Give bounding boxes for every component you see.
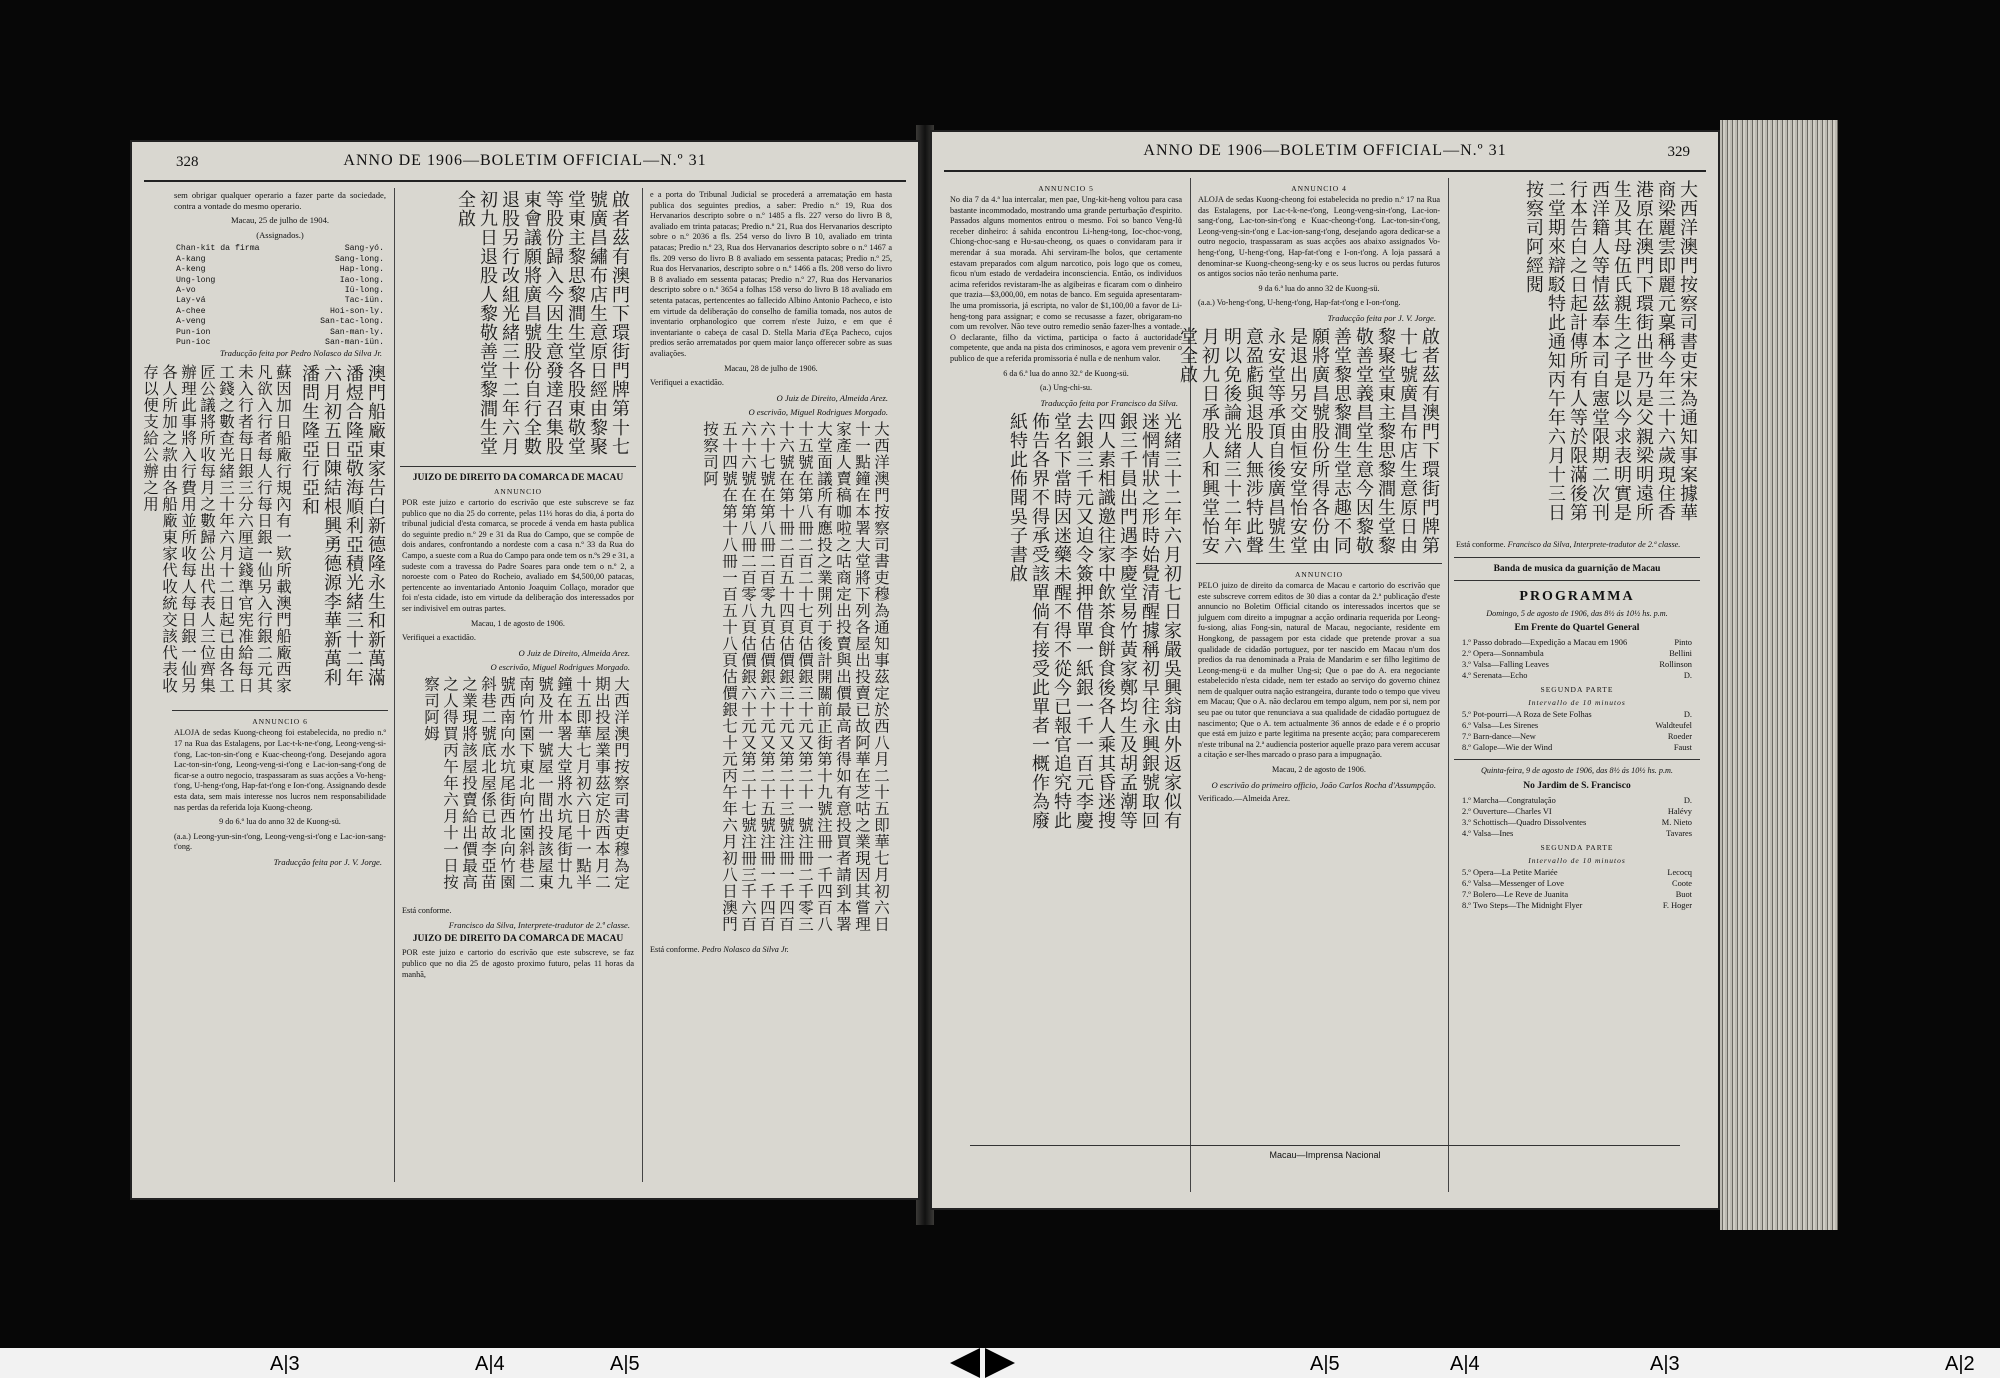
- film-marker: A|3: [270, 1353, 300, 1375]
- left-page: [130, 140, 920, 1200]
- piece-title: 5.º Pot-pourri—A Roza de Sete Folhas: [1462, 710, 1592, 720]
- court-title: JUIZO DE DIREITO DA COMARCA DE MACAU: [412, 473, 624, 483]
- piece-title: 7.º Bolero—Le Reve de Juanita: [1462, 889, 1569, 899]
- conforme: Está conforme.: [402, 905, 452, 915]
- column-1: [141, 190, 390, 1182]
- divider: [1196, 563, 1442, 564]
- cjk-auction-notice: 大西洋澳門按察司書吏穆為定期出投屋業事茲定於西本月二十五即華七月初六日十一點半鐘在本署大堂將水坑尾街廿九號及卅一號屋一間出投該屋東南向竹園下東北向竹園斜巷二號西南向水坑尾街西北向竹園斜巷二號底北屋係已故李亞苗之業現將該屋投賣給出價最高之人得買丙午年六月十一日按察司阿姆: [422, 675, 630, 891]
- firm-header: [176, 244, 384, 254]
- composer: D.: [1683, 795, 1692, 805]
- place-1: Em Frente do Quartel General: [1514, 623, 1640, 634]
- header-rule: [944, 170, 1706, 172]
- shop-text: ALOJA de sedas Kuong-cheong foi estabelecida no predio n.º 17 na Rua das Estalagens, por Lac-t-k-ne-t'ong, Leong-veng-sin-t'ong, Lac-ion-sang-t'ong, Lac-ton-sin-t'ong e Kuac-cheong-t'ong. Lac-ton-sin-t'ong, Leong-veng-sin-t'ong e Lac-ion-sang-t'ong, desejando agora dedicar-se a outro negocio, traspassaram as suas acções aos abaixo assignados Vo-heng-t'ong, U-heng-t'ong, Hap-fat-t'ong e I-on-t'ong. A loja passará a denominar-se Kuong-cheong-seng-ky e os seus lucros ou perdas futuros os antigos socios não terão nenhuma parte.: [1198, 195, 1440, 279]
- shop-translation: Traducção feita por J. V. Jorge.: [1327, 312, 1436, 323]
- page-title: ANNO DE 1906—BOLETIM OFFICIAL—N.º 31: [1143, 142, 1507, 159]
- court-annuncio: ANNUNCIO: [494, 487, 542, 496]
- programme-item: [1462, 670, 1692, 681]
- page-title: ANNO DE 1906—BOLETIM OFFICIAL—N.º 31: [343, 152, 707, 169]
- cjk-auction-list: 大西洋澳門按察司書吏穆為通知事茲定於西八月二十五即華七月初六日十一點鐘在本署大堂將下列各屋出投賣已故阿華在芝咕之業現因其嘗理家產人賣稿咖啦之咕商定出投賣與出價最高者得如有意投買者請到本署大堂面議所有應投之業開列于後計開關前正街第十九號注冊一千四百八十五號在第八冊二百二十七頁估價銀三十元又第二十一號注冊二千零三十六號在第十冊二百五十四頁估價銀三十元又第二十三號注冊一千四百六十七號在第八冊二百零九頁估價銀六十元又第二十五號注冊一千四百六十六號在第八冊二百零八頁估價銀六十元又第二十七號注冊三千六百五十四號在第十八冊一百五十八頁估價銀七十元丙午年六月初八日澳門按察司阿: [701, 420, 890, 933]
- piece-title: 5.º Opera—La Petite Mariée: [1462, 867, 1558, 877]
- divider: [1454, 580, 1700, 581]
- programme-item: [1462, 648, 1692, 659]
- right-page: [930, 130, 1720, 1210]
- piece-title: 7.º Barn-dance—New: [1462, 732, 1536, 742]
- firm-header-firm: Sang-yó.: [344, 244, 384, 254]
- column-3: [1452, 180, 1702, 1192]
- programme-title: PROGRAMMA: [1519, 588, 1635, 604]
- composer: Coote: [1671, 878, 1692, 888]
- firm-name: Sang-long.: [334, 254, 384, 264]
- citation-verified: Verificado.—Almeida Arez.: [1198, 793, 1291, 803]
- firm-row: [176, 265, 384, 275]
- programme-item: [1462, 828, 1692, 839]
- programme-item: [1462, 900, 1692, 911]
- composer: F. Hoger: [1662, 900, 1692, 910]
- composer: Faust: [1673, 743, 1692, 753]
- film-marker: A|3: [1650, 1353, 1680, 1375]
- piece-title: 3.º Valsa—Falling Leaves: [1462, 660, 1549, 670]
- column-separator: [1448, 178, 1449, 1192]
- auction-verified: Verifiquei a exactidão.: [650, 378, 724, 388]
- composer: Roeder: [1667, 732, 1692, 742]
- film-marker-strip: [0, 1348, 2000, 1378]
- shop-date: 9 da 6.ª lua do anno 32 de Kuong-sü.: [1258, 283, 1380, 293]
- composer: D.: [1683, 710, 1692, 720]
- film-marker: A|5: [610, 1353, 640, 1375]
- court-verified: Verifiquei a exactidão.: [402, 633, 476, 643]
- nationality-conforme: Está conforme. Francisco da Silva, Interprete-tradutor de 2.ª classe.: [1456, 540, 1681, 549]
- firm-person: Pun-ion: [176, 327, 211, 337]
- citation-text: PELO juizo de direito da comarca de Macau e cartorio do escrivão que este subscreve correm editos de 30 dias a contar da 2.ª publicação d'este annuncio no Boletim Official citando os interessados incertos que se julguem com direito a impugnar a acção ordinaria requerida por Leong-fu-siong, alias Fong-sin, natural de Macau, negociante, residente em Hongkong, de passagem por esta cidade que pretende provar a sua qualidade de cidadão portuguez, por ter nascido em Macau n'um dos predios da rua denominada a Praia de Mandarim e ser filho legitimo de Leong-meng-ü e da mulher Ung-si; Que o pae do A. era negociante estabelecido n'esta cidade, nem ter estado ao serviço do governo chinez nem de qualquer outra nação estrangeira, durante todo o tempo que viveu em Macau; Que o A. não declarou em tempo algum, nem por si, nem por seu pae ou tutor que renunciava a sua qualidade de cidadão portuguez de nascimento; Que o A. tem actualmente 36 annos de edade e é o proprio que está em juizo e parte legitima na presente acção; para comparecerem n'este tribunal na 2.ª audiencia posterior aquelle prazo para verem accusar a citação e ser-lhes marcado o praso para a impugnação.: [1198, 580, 1440, 760]
- piece-title: 6.º Valsa—Les Sirenes: [1462, 721, 1539, 731]
- firm-row: [176, 296, 384, 306]
- band-title: Banda de musica da guarnição de Macau: [1493, 563, 1661, 574]
- firm-row: [176, 276, 384, 286]
- firm-person: A-chee: [176, 306, 206, 316]
- page-number: 328: [176, 154, 199, 170]
- piece-title: 4.º Serenata—Echo: [1462, 671, 1528, 681]
- signed-line: (Assignados.): [256, 229, 304, 240]
- firm-person: A-vo: [176, 286, 196, 295]
- court-clerk: O escrivão, Miguel Rodrigues Morgado.: [490, 661, 630, 672]
- auction-clerk: O escrivão, Miguel Rodrigues Morgado.: [748, 406, 888, 417]
- programme-item: [1462, 806, 1692, 817]
- programme-item: [1462, 742, 1692, 753]
- nationality-signature: Francisco da Silva, Interprete-tradutor de 2.ª classe.: [1507, 540, 1681, 549]
- programme-item: [1462, 637, 1692, 648]
- composer: Pinto: [1674, 638, 1692, 648]
- date-line: Macau, 25 de julho de 1904.: [230, 215, 330, 226]
- cjk-notice: 澳門船廠東家告白新德隆永生和新萬滿潘煜合隆亞敬海順利亞積光緒三十二年六月初五日陳結根興勇德源李華新萬利潘問生隆亞行亞和: [299, 364, 386, 688]
- conforme-signature: Francisco da Silva, Interprete-tradutor de 2.ª classe.: [448, 920, 630, 931]
- programme-item: [1462, 709, 1692, 720]
- ad-signed: (a.a.) Leong-yun-sin-t'ong, Leong-veng-si-t'ong e Lac-ion-sang-t'ong.: [174, 831, 386, 852]
- header-rule: [144, 180, 906, 182]
- firm-name: Tac-iün.: [344, 296, 384, 306]
- composer: Halévy: [1667, 806, 1692, 816]
- firm-table: [176, 244, 384, 348]
- firm-row: [176, 328, 384, 338]
- firm-row: [176, 286, 384, 296]
- court2-title: JUIZO DE DIREITO DA COMARCA DE MACAU: [412, 934, 624, 945]
- second-part-1: SEGUNDA PARTE: [1540, 685, 1614, 695]
- annuncio-heading: ANNUNCIO 6: [252, 717, 308, 727]
- promissory-translation: Traducção feita por Francisco da Silva.: [1040, 397, 1178, 408]
- firm-person: Ung-long: [176, 275, 216, 285]
- intro-text: sem obrigar qualquer operario a fazer parte da sociedade, contra a vontade do mesmo operario.: [174, 190, 386, 211]
- firm-row: [176, 255, 384, 265]
- programme-item: [1462, 817, 1692, 828]
- piece-title: 4.º Valsa—Ines: [1462, 828, 1514, 838]
- promissory-text: No dia 7 da 4.ª lua intercalar, men pae, Ung-kit-heng voltou para casa bastante incommodado, mostrando uma grande perturbação d'espirito. Passados alguns momentos entrou o mesmo. Foi so banco Veng-Iü receber dinheiro: á sahida encontrou Li-heng-tong, Ioc-choc-vong, Chiong-choc-sang e Hu-sau-cheong, os quaes o convidaram para ir merendar á sua morada. Ahi serviram-lhe bolos, que certamente estavam preparados com algum narcotico, pois logo que os comeu, ficou n'um estado de verdadeira inconsciencia. Então, os individuos acima referidos revistaram-lhe as algibeiras e ficaram com o dinheiro que trazia—$3,000,00, em notas de banco. Em seguida apresentaram-lhe uma promissoria, já escripta, no valor de $1,100,00 a favor de Li-heng-tong para assignar; e como se recusasse a fazer, obrigaram-no com um revolver. Não teve outro remedio senão fazer-lhes a vontade. O declarante, filho da victima, participa o facto á auctoridade competente, que anda na pista dos criminosos, e agora vem prevenir o publico de que a referida promissoria é nulla e de nenhum valor.: [950, 195, 1182, 363]
- arrow-right-icon: [985, 1348, 1015, 1378]
- programme-part-3: [1452, 795, 1702, 839]
- imprint-rule: [970, 1145, 1680, 1146]
- column-3: [646, 190, 896, 1182]
- page-number: 329: [1667, 144, 1690, 160]
- annuncio-heading: ANNUNCIO 5: [1038, 184, 1094, 193]
- piece-title: 2.º Ouverture—Charles VI: [1462, 806, 1552, 816]
- promissory-date: 6 da 6.ª lua do anno 32.º de Kuong-sü.: [1003, 368, 1129, 378]
- composer: M. Nieto: [1661, 817, 1692, 827]
- programme-item: [1462, 720, 1692, 731]
- programme-part-1: [1452, 637, 1702, 681]
- firm-name: San-tac-long.: [320, 317, 384, 327]
- sunday-line: Domingo, 5 de agosto de 1906, das 8½ ás 10½ hs. p.m.: [1486, 608, 1668, 618]
- auction-judge: O Juiz de Direito, Almeida Arez.: [776, 392, 888, 403]
- shop-signed: (a.a.) Vo-heng-t'ong, U-heng-t'ong, Hap-fat-t'ong e I-on-t'ong.: [1198, 298, 1401, 308]
- promissory-signed: (a.) Ung-chi-su.: [1039, 383, 1093, 393]
- film-marker: A|5: [1310, 1353, 1340, 1375]
- cjk-nationality-notice: 大西洋澳門按察司書吏宋為通知事案據華商梁麗雲即麗元稟稱今年三十六歲現住香港原在澳門下環街出世乃是父親梁明遠所生及其母伍氏親生之子是以今求表明實是西洋籍人等情茲奉本司自憲堂限期二次刊行本告白之日起計傳所有人等於限滿後第二堂期來辯駁特此通知丙午年六月十三日按察司阿經閱: [1523, 180, 1698, 522]
- second-part-2: SEGUNDA PARTE: [1540, 842, 1614, 852]
- firm-header-name: Chan-kit da firma: [176, 244, 260, 254]
- firm-name: Iü-long.: [344, 286, 384, 295]
- page-header: [930, 138, 1720, 168]
- firm-name: San-man-iün.: [325, 338, 384, 348]
- firm-name: Hap-long.: [339, 265, 384, 275]
- court-judge: O Juiz de Direito, Almeida Arez.: [518, 647, 630, 658]
- divider: [400, 466, 636, 467]
- firm-row: [176, 338, 384, 348]
- cjk-body: 蘇因加日船廠行規內有一欵所載澳門船廠西家凡欲入行者每人行每日銀一仙另入行銀二元其未入行者每日銀三分六厘這錢準官宪准給每日工錢之數查光緒三十年六月十二日起已由各工匠公議將所收每月之數歸公出代表人三位齊集辦理此事將入行費用並所收每人每日銀一仙另各人所加之款由各船廠東家代收統交該代表收存以便支給公辦之用: [141, 364, 292, 695]
- annuncio-number: 6: [303, 717, 308, 727]
- court-text: POR este juizo e cartorio do escrivão que este subscreve se faz publico que no dia 25 do corrente, pelas 11½ horas do dia, á porta do tribunal judicial d'esta comarca, se procede á venda em hasta publica do seguinte predio n.º 29 e 31 da Rua do Campo, que se compõe de dois andares, confrontando a nordeste com a casa n.º 33 da Rua do Campo, a sueste com a Rua do Campo para onde tem os n.ºs 29 e 31, a sudeste com a travessa do Padre Soares para onde tem o n.º 2, a noroeste com o Pateo do Rocheio, avaliado em $4,500,00 patacas, pertencente ao inventariado Antonio Joaquim Collaço, morador que foi n'esta cidade, isto em virtude da deliberação dos interessados por ser indivisivel em outras partes.: [402, 498, 634, 613]
- composer: Waldteufel: [1655, 721, 1692, 731]
- composer: D.: [1683, 671, 1692, 681]
- piece-title: 8.º Two Steps—The Midnight Flyer: [1462, 900, 1583, 910]
- programme-item: [1462, 867, 1692, 878]
- annuncio-heading: ANNUNCIO 4: [1291, 184, 1347, 193]
- translation-credit: Traducção feita por Pedro Nolasco da Silva Jr.: [220, 348, 382, 359]
- composer: Rollinson: [1659, 660, 1692, 670]
- programme-item: [1462, 731, 1692, 742]
- programme-item: [1462, 889, 1692, 900]
- firm-person: Lay-vá: [176, 296, 206, 306]
- firm-row: [176, 307, 384, 317]
- firm-name: San-man-ly.: [329, 327, 384, 337]
- annuncio2-heading: ANNUNCIO: [1295, 569, 1343, 579]
- divider: [1454, 759, 1700, 760]
- interval-2: Intervallo de 10 minutos: [1528, 855, 1626, 865]
- auction-text: e a porta do Tribunal Judicial se procederá a arrematação em hasta publica dos seguintes predios, a saber: Predio n.º 19, Rua dos Hervanarios descripto sobre o n.º 1485 a fls. 227 verso do livro B 8, avaliado em trinta patacas; Predio n.º 21, Rua dos Hervanarios descripto sobre o n.º 2036 a fls. 254 verso do livro B 10, avaliado em trinta patacas; Predio n.º 23, Rua dos Hervanarios descripto sobre o n.º 1467 a fls. 209 verso do livro B 8 avaliado em sessenta patacas; Predio n.º 25, Rua dos Hervanarios, descripto sobre o n.º 1466 a fls. 208 verso do livro B 8 avaliado em sessenta patacas; Predio n.º 27, Rua dos Hervanarios descripto sobre o n.º 3654 a folhas 158 verso do livro B 18 avaliado em setenta patacas, pertencentes ao fallecido Albino Antonio Pacheco, e isto em virtude da deliberação do conselho de familia tomada, nos autos de inventario orphanologico que correm n'este Juizo, e em que é inventariante o cabeça de casal D. Stella Maria d'Eça Pacheco, cujos predios serão arrematados por quem maior lanço offerecer sobre as suas avaliações.: [650, 190, 892, 358]
- court-date: Macau, 1 de agosto de 1906.: [471, 618, 565, 628]
- annuncio-number: 4: [1342, 184, 1347, 193]
- auction-date: Macau, 28 de julho de 1906.: [724, 363, 818, 373]
- programme-item: [1462, 878, 1692, 889]
- column-2: [1177, 180, 1444, 1192]
- programme-item: [1462, 795, 1692, 806]
- column-separator: [642, 188, 643, 1182]
- firm-person: A-veng: [176, 317, 206, 327]
- piece-title: 2.º Opera—Sonnambula: [1462, 649, 1544, 659]
- place-2: No Jardim de S. Francisco: [1523, 780, 1631, 791]
- divider: [172, 710, 388, 711]
- programme-item: [1462, 659, 1692, 670]
- piece-title: 1.º Marcha—Congratulação: [1462, 795, 1556, 805]
- thursday-line: Quinta-feira, 9 de agosto de 1906, das 8½ ás 10½ hs. p.m.: [1481, 766, 1673, 776]
- programme-part-4: [1452, 867, 1702, 911]
- cjk-shop-notice: 啟者茲有澳門下環街門牌第十七號廣昌布店生意原日由黎聚堂東主黎思黎澗生堂黎敬善堂義昌堂生意今因黎敬善堂黎思黎澗生堂志趣不同願將廣昌號股份所得各份由是退出另交由恒安堂怡安堂永安堂等承頂自後廣昌號生意盈虧與退股人無涉特此聲明以免後論光緒三十二年六月初九日承股人和興堂怡安堂全啟: [1177, 326, 1440, 555]
- ad-translation: Traducção feita por J. V. Jorge.: [273, 856, 382, 867]
- cjk-promissory-notice: 光緒三十二年六月初七日家嚴吳興翁由外返家似有迷惘情狀之形時始覺清醒據稱初早往永興銀號取回銀三千員出門遇李慶堂易竹黃家鄭均生及胡孟潮等四人素相識邀往家中飲茶食餅食後各人乘其昏迷搜去銀三千元又迫令簽押借單一紙銀一千一百元李慶堂名下當時因迷藥未醒不得不從今已報官追究特此佈告各界不得承受該單倘有接受此單者一概作為廢紙特此佈聞吳子書啟: [1007, 411, 1182, 830]
- composer: Lecocq: [1667, 867, 1692, 877]
- auction-conforme: Está conforme. Pedro Nolasco da Silva Jr.: [650, 944, 789, 954]
- court2-text: POR este juizo e cartorio do escrivão que este subscreve, se faz publico que no dia 25 de agosto proximo futuro, pelas 11 horas da manhã,: [402, 948, 634, 979]
- piece-title: 8.º Galope—Wie der Wind: [1462, 743, 1553, 753]
- annuncio-number: 5: [1089, 184, 1094, 193]
- film-marker: A|4: [475, 1353, 505, 1375]
- firm-row: [176, 317, 384, 327]
- column-1: [946, 180, 1186, 1192]
- citation-clerk: O escrivão do primeiro officio, João Carlos Rocha d'Assumpção.: [1211, 779, 1436, 790]
- piece-title: 3.º Schottisch—Quadro Dissolventes: [1462, 817, 1587, 827]
- piece-title: 1.º Passo dobrado—Expedição a Macau em 1906: [1462, 638, 1628, 648]
- piece-title: 6.º Valsa—Messenger of Love: [1462, 878, 1564, 888]
- column-2: [398, 190, 638, 1182]
- column-separator: [394, 188, 395, 1182]
- interval-1: Intervallo de 10 minutos: [1528, 698, 1626, 708]
- film-marker: A|4: [1450, 1353, 1480, 1375]
- ad-text: ALOJA de sedas Kuong-cheong foi estabelecida, no predio n.º 17 na Rua das Estalagens, por Lac-t-k-ne-t'ong, Leong-veng-si-t'ong, Lac-ton-sin-t'ong e Kuac-cheong-t'ong. Desejando agora Lac-ton-sin-t'ong, Leong-veng-si-t'ong e Lac-ion-sang-t'ong de ficar-se a outro negocio, traspassaram as suas acções a Vo-heng-t'ong, U-heng-t'ong, Hap-fat-t'ong e Ion-t'ong. Assignando desde esta data, sem mais interesse nos lucros nem responsabilidade nas perdas da referida loja Kuong-cheong.: [174, 728, 386, 812]
- programme-part-2: [1452, 709, 1702, 753]
- auction-conforme-signature: Pedro Nolasco da Silva Jr.: [701, 944, 789, 954]
- citation-date: Macau, 2 de agosto de 1906.: [1272, 765, 1366, 775]
- ad-date: 9 do 6.º lua do anno 32 de Kuong-sü.: [219, 817, 341, 827]
- composer: Tavares: [1666, 828, 1692, 838]
- firm-name: Hoi-son-ly.: [329, 306, 384, 316]
- divider: [1454, 557, 1700, 558]
- composer: Buot: [1675, 889, 1692, 899]
- firm-person: A-keng: [176, 265, 206, 275]
- arrow-left-icon: [950, 1348, 980, 1378]
- page-edges: [1720, 120, 1838, 1230]
- composer: Bellini: [1669, 649, 1692, 659]
- imprint: Macau—Imprensa Nacional: [1269, 1150, 1381, 1160]
- firm-person: A-kang: [176, 254, 206, 264]
- firm-name: Iao-long.: [339, 275, 384, 285]
- cjk-retirement-notice: 啟者茲有澳門下環街門牌第十七號廣昌繡布店生意原日經由黎聚堂東主黎思黎澗生堂各股東敬堂等股份歸入今因生意發達召集股東會議願將廣昌號股份自行全數退股另行改組光緒三十二年六月初九日退股人黎敬善堂黎澗生堂全啟: [455, 190, 630, 456]
- firm-person: Pun-ioc: [176, 338, 211, 348]
- film-marker: A|2: [1945, 1353, 1975, 1375]
- page-header: [130, 148, 920, 178]
